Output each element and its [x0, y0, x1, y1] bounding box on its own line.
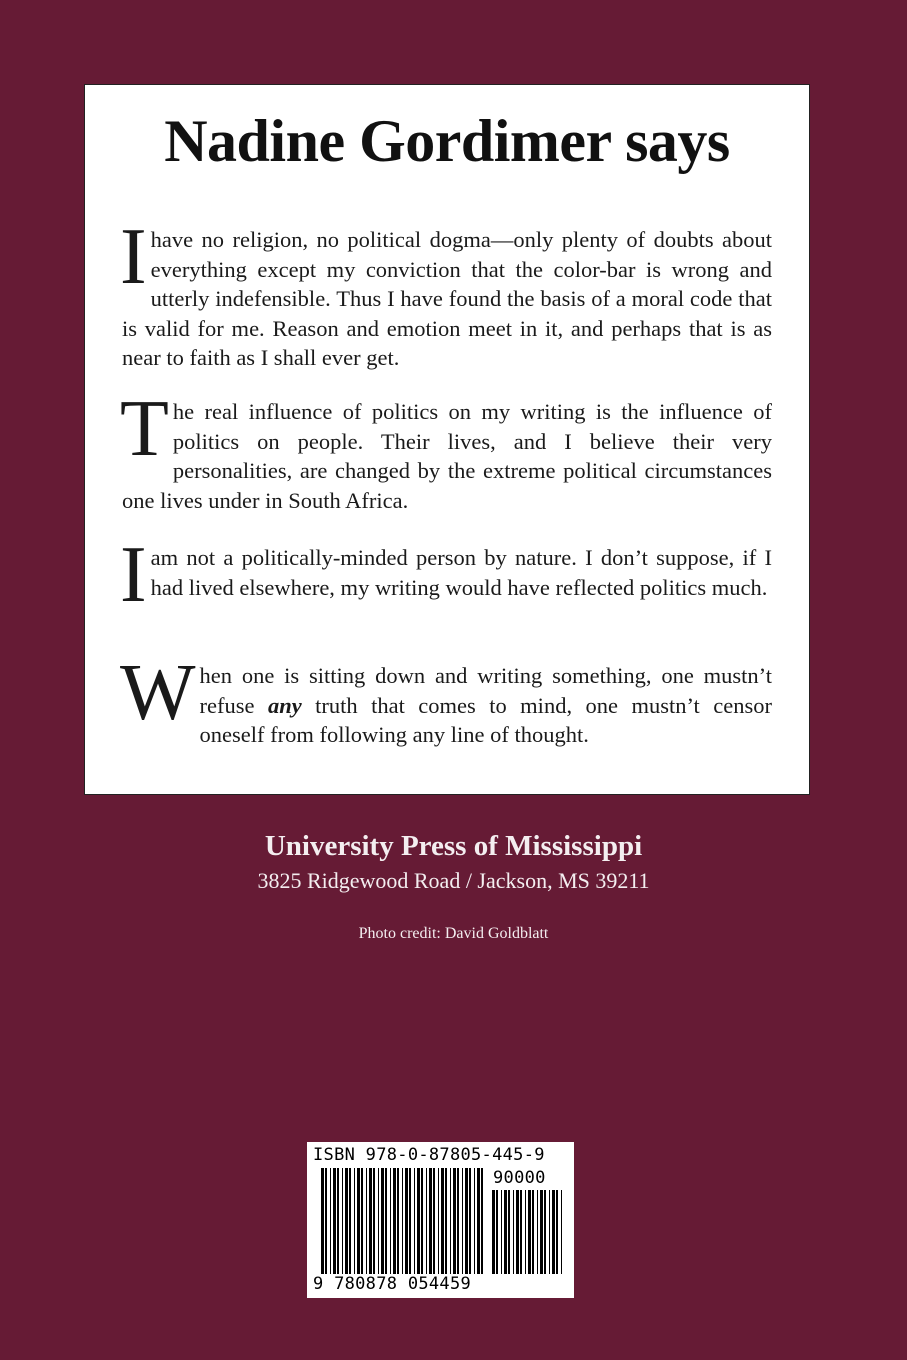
barcode-bar: [496, 1190, 498, 1274]
barcode-bar: [337, 1168, 339, 1274]
barcode-bar: [492, 1190, 495, 1274]
barcode-bar: [357, 1168, 360, 1274]
barcode-bar: [532, 1190, 534, 1274]
barcode-bar: [409, 1168, 411, 1274]
barcode-bar: [354, 1168, 355, 1274]
barcode-bar: [561, 1190, 562, 1274]
barcode-bar: [397, 1168, 399, 1274]
barcode-bar: [333, 1168, 336, 1274]
barcode-bar: [516, 1190, 519, 1274]
barcode-bar: [501, 1190, 502, 1274]
headline: Nadine Gordimer says: [164, 108, 730, 174]
barcode-bar: [417, 1168, 420, 1274]
barcode-bar: [321, 1168, 324, 1274]
barcode-bar: [429, 1168, 432, 1274]
quote-text: have no religion, no political dogma—only plenty of doubts about everything except my conviction that the color-bar is wrong and utterly indefensible. Thus I have found the basis of a moral code that is valid for me. Reason and emotion meet in it, and perhaps that is as near to faith as I shall ever get.: [122, 227, 772, 370]
barcode-bar: [381, 1168, 384, 1274]
barcode-bar: [426, 1168, 427, 1274]
barcode-bar: [477, 1168, 480, 1274]
quote-emphasis: any: [267, 692, 302, 718]
quote-paragraph-4: [120, 649, 772, 750]
barcode-bar: [453, 1168, 456, 1274]
publisher-name: University Press of Mississippi: [264, 830, 643, 862]
barcode-bar: [414, 1168, 415, 1274]
drop-cap: W: [120, 649, 196, 737]
barcode-bar: [385, 1168, 387, 1274]
barcode-box: [307, 1142, 574, 1298]
barcode-bar: [402, 1168, 403, 1274]
barcode-bar: [433, 1168, 435, 1274]
ean-barcode: [321, 1168, 487, 1274]
price-code: 90000: [493, 1168, 546, 1188]
barcode-bar: [378, 1168, 379, 1274]
quote-box: [84, 84, 810, 795]
barcode-bar: [540, 1190, 543, 1274]
publisher-address: 3825 Ridgewood Road / Jackson, MS 39211: [257, 868, 650, 893]
quote-paragraph-3: [120, 531, 772, 619]
barcode-bar: [349, 1168, 351, 1274]
barcode-bar: [513, 1190, 514, 1274]
barcode-bar: [390, 1168, 391, 1274]
barcode-bar: [438, 1168, 439, 1274]
barcode-bar: [462, 1168, 463, 1274]
barcode-bar: [544, 1190, 546, 1274]
drop-cap: I: [120, 213, 147, 301]
barcode-bar: [528, 1190, 531, 1274]
quote-text: hen one is sitting down and writing something, one mustn’t refuse: [199, 663, 772, 718]
barcode-bar: [552, 1190, 555, 1274]
barcode-bar: [465, 1168, 468, 1274]
barcode-bar: [441, 1168, 444, 1274]
barcode-bar: [520, 1190, 522, 1274]
barcode-bar: [525, 1190, 526, 1274]
barcode-bar: [481, 1168, 483, 1274]
photo-credit: Photo credit: David Goldblatt: [358, 925, 549, 942]
barcode-bar: [504, 1190, 507, 1274]
barcode-bar: [325, 1168, 327, 1274]
quote-text: am not a politically-minded person by nature. I don’t suppose, if I had lived elsewhere, my writing would have reflected politics much.: [150, 545, 772, 600]
barcode-bar: [342, 1168, 343, 1274]
barcode-bar: [457, 1168, 459, 1274]
barcode-bar: [445, 1168, 447, 1274]
barcode-bar: [469, 1168, 471, 1274]
quote-paragraph-2: [120, 385, 772, 515]
barcode-bar: [421, 1168, 423, 1274]
barcode-bar: [373, 1168, 375, 1274]
barcode-bar: [474, 1168, 475, 1274]
barcode-bar: [361, 1168, 363, 1274]
quote-text: truth that comes to mind, one mustn’t censor oneself from following any line of thought.: [199, 692, 772, 747]
barcode-bar: [330, 1168, 331, 1274]
barcode-bar: [549, 1190, 550, 1274]
quote-text: he real influence of politics on my writing is the influence of politics on people. Their lives, and I believe their very personalities, are changed by the extreme political circumstances one lives under in South Africa.: [122, 399, 772, 513]
barcode-bar: [556, 1190, 558, 1274]
quote-paragraph-1: [120, 213, 772, 373]
barcode-bar: [369, 1168, 372, 1274]
barcode-bar: [405, 1168, 408, 1274]
drop-cap: T: [120, 385, 169, 473]
isbn-label: ISBN 978-0-87805-445-9: [313, 1145, 545, 1165]
drop-cap: I: [120, 531, 147, 619]
barcode-bar: [345, 1168, 348, 1274]
barcode-bar: [508, 1190, 510, 1274]
barcode-digits: 9 780878 054459: [313, 1274, 472, 1294]
barcode-bar: [450, 1168, 451, 1274]
barcode-bar: [537, 1190, 538, 1274]
addon-barcode: [492, 1190, 566, 1274]
barcode-bar: [393, 1168, 396, 1274]
barcode-bar: [366, 1168, 367, 1274]
